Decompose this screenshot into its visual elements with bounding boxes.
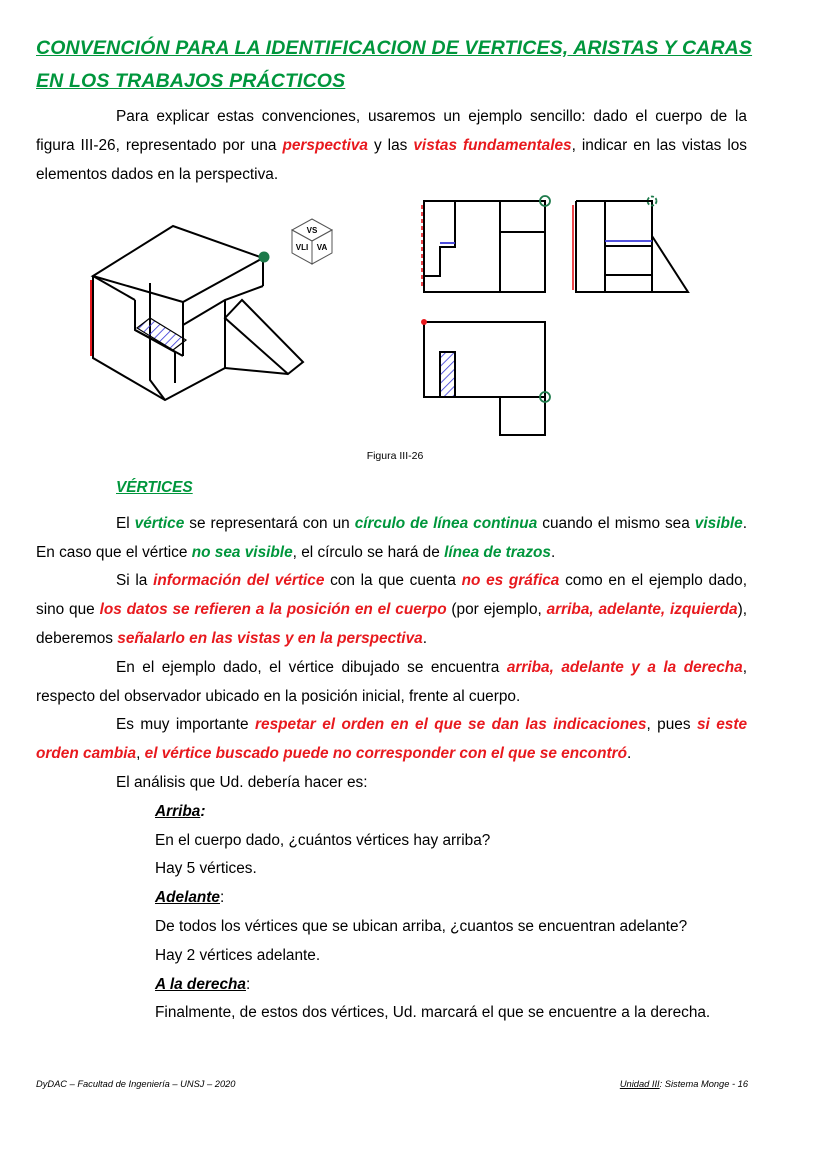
- footer-right: Unidad III: Sistema Monge - 16: [619, 1079, 748, 1089]
- side-view: [576, 201, 688, 292]
- paragraph-example: En el ejemplo dado, el vértice dibujado se encuentra arriba, adelante y a la derecha, respecto del observador ubicado en la posición inicial, frente al cuerpo.: [36, 659, 748, 705]
- footer-left: DyDAC – Facultad de Ingeniería – UNSJ – 2020: [36, 1079, 236, 1089]
- step-derecha-text: Finalmente, de estos dos vértices, Ud. marcará el que se encuentre a la derecha.: [155, 1004, 711, 1021]
- step-arriba-question: En el cuerpo dado, ¿cuántos vértices hay arriba?: [155, 832, 491, 849]
- step-derecha-heading: A la derecha:: [155, 976, 251, 993]
- cube-label-vli: VLI: [295, 243, 309, 252]
- paragraph-vertex-info: Si la información del vértice con la que cuenta no es gráfica como en el ejemplo dado, sino que los datos se refieren a la posición en el cuerpo (por ejemplo, arriba, adelante, izquierda), deberemos señalarlo en las vistas y en la perspectiva.: [36, 572, 748, 647]
- paragraph-order: Es muy importante respetar el orden en el que se dan las indicaciones, pues si este orden cambia, el vértice buscado puede no corresponder con el que se encontró.: [36, 716, 747, 762]
- step-adelante-question: De todos los vértices que se ubican arriba, ¿cuantos se encuentran adelante?: [155, 918, 688, 935]
- step-arriba-answer: Hay 5 vértices.: [155, 860, 257, 877]
- figure-III-26: [0, 190, 828, 470]
- perspective-drawing: [93, 226, 303, 400]
- highlight-vistas: vistas fundamentales: [413, 136, 572, 154]
- highlight-perspectiva: perspectiva: [282, 136, 368, 154]
- paragraph-vertex-circle: El vértice se representará con un círculo de línea continua cuando el mismo sea visible. En caso que el vértice no sea visible, el círculo se hará de línea de trazos.: [36, 515, 747, 561]
- top-view-red-point: [421, 319, 427, 325]
- page-title: CONVENCIÓN PARA LA IDENTIFICACION DE VERTICES, ARISTAS Y CARAS EN LOS TRABAJOS PRÁCTICOS: [36, 37, 753, 92]
- step-adelante-answer: Hay 2 vértices adelante.: [155, 947, 321, 964]
- front-view: [424, 201, 545, 292]
- figure-caption: Figura III-26: [366, 450, 424, 462]
- section-heading-vertices: VÉRTICES: [116, 479, 193, 496]
- step-arriba-heading: Arriba:: [155, 803, 206, 820]
- cube-label-vs: VS: [306, 226, 318, 235]
- perspective-vertex-marker: [259, 252, 270, 263]
- intro-paragraph: Para explicar estas convenciones, usaremos un ejemplo sencillo: dado el cuerpo de la figura III-26, representado por una perspectiva y las vistas fundamentales, indicar en las vistas los elementos dados en la perspectiva.: [36, 108, 747, 183]
- cube-label-va: VA: [316, 243, 328, 252]
- analysis-intro: El análisis que Ud. debería hacer es:: [116, 774, 368, 791]
- top-view: [424, 322, 545, 435]
- step-adelante-heading: Adelante:: [155, 889, 225, 906]
